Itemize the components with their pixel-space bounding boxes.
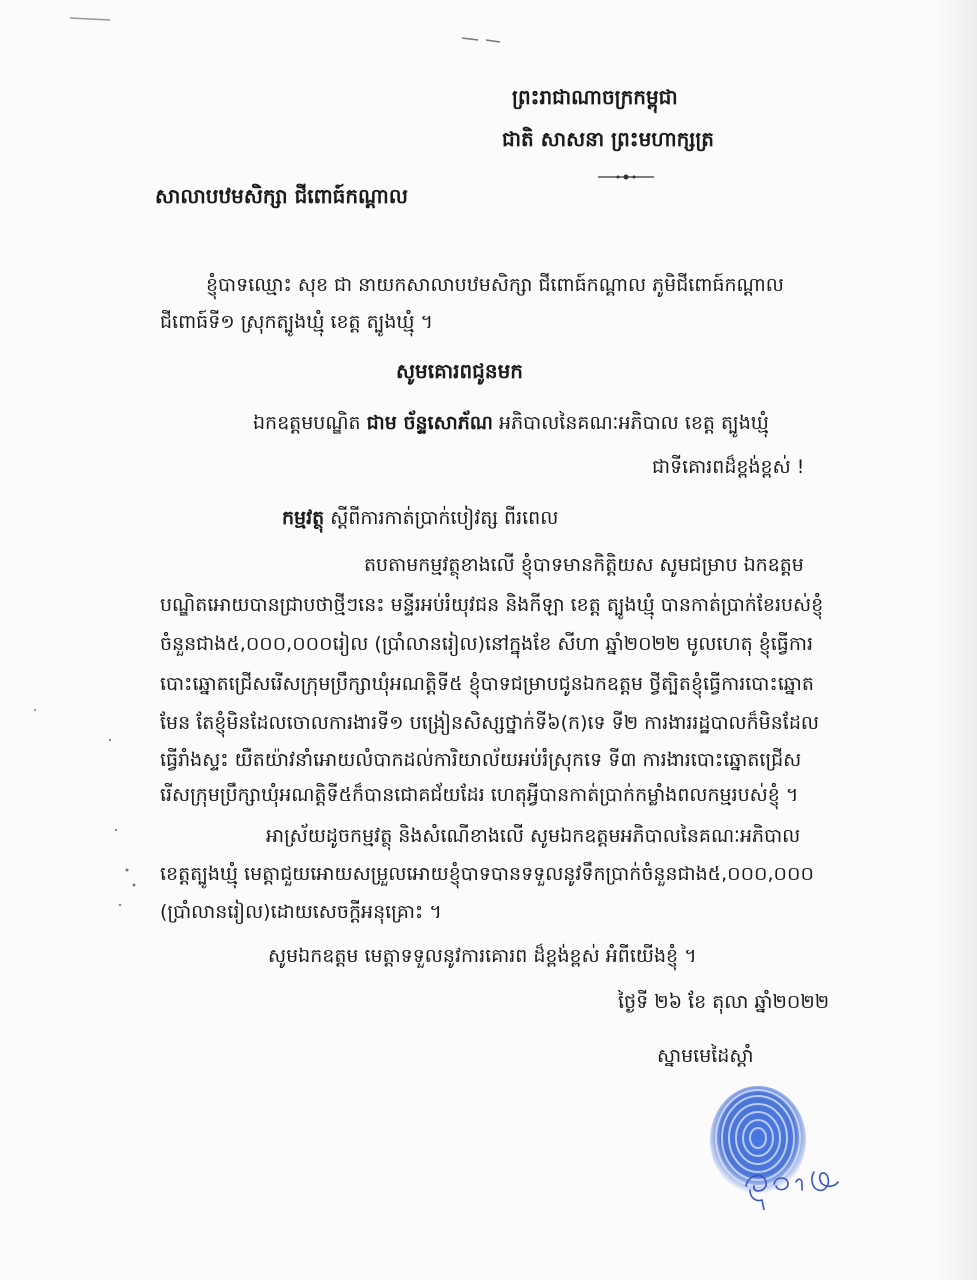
body-line: រើសក្រុមប្រឹក្សាឃុំអណត្តិទី៥ក៏បានជោគជ័យដែរ ហេតុអ្វីបានកាត់ប្រាក់កម្លាំងពលកម្មរបស់ខ្ញុំ ។ xyxy=(160,784,799,806)
speck-dot xyxy=(126,869,129,872)
handwritten-signature xyxy=(738,1160,848,1210)
speck-dot xyxy=(115,829,117,831)
subject-line xyxy=(282,506,558,534)
sender-intro-line-2: ជីពោធ៍ទី១ ស្រុកត្បូងឃ្មុំ ខេត្ត ត្បូងឃ្មុំ ។ xyxy=(160,311,434,333)
subject-label: កម្មវត្ថុ xyxy=(282,507,325,529)
speck-mark xyxy=(462,38,500,42)
addressee-line-2: ជាទីគោរពដ៏ខ្ពង់ខ្ពស់ ! xyxy=(652,456,805,478)
body-line: ចំនួនជាង៥,០០០,០០០រៀល (ប្រាំលានរៀល)នៅក្នុងខែ សីហា ឆ្នាំ២០២២ មូលហេតុ ខ្ញុំធ្វើការ xyxy=(160,633,813,655)
body-line: តបតាមកម្មវត្ថុខាងលើ ខ្ញុំបាទមានកិត្តិយស សូមជម្រាប ឯកឧត្តម xyxy=(364,554,804,576)
body-line: បោះឆ្នោតជ្រើសរើសក្រុមប្រឹក្សាឃុំអណត្តិទី៥ ខ្ញុំបាទជម្រាបជូនឯកឧត្តម ថ្វីត្បិតខ្ញុំធ្វើការបោះឆ្នោត xyxy=(160,673,814,695)
speck-dot xyxy=(133,884,136,887)
subject-text: ស្តីពីការកាត់ប្រាក់បៀវត្ស ពីរពេល xyxy=(324,507,559,529)
sender-intro-line-1: ខ្ញុំបាទឈ្មោះ សុខ ជា នាយកសាលាបឋមសិក្សា ជីពោធ៍កណ្តាល ភូមិជីពោធ៍កណ្តាល xyxy=(206,274,784,296)
request-line: ខេត្តត្បូងឃ្មុំ មេត្តាជួយអោយសម្រួលអោយខ្ញុំបាទបានទទួលនូវទឹកប្រាក់ចំនួនជាង៥,០០០,០០០ xyxy=(160,863,814,885)
respectfully-to: សូមគោរពជូនមក xyxy=(396,359,523,383)
addressee-name: ជាម ច័ន្ទសោភ័ណ xyxy=(366,412,493,434)
thumbprint-label: ស្នាមមេដៃស្តាំ xyxy=(657,1045,754,1067)
body-line: មែន តែខ្ញុំមិនដែលចោលការងារទី១ បង្រៀនសិស្សថ្នាក់ទី៦(ក)ទេ ទី២ ការងាររដ្ឋបាលក៏មិនដែល xyxy=(160,712,819,734)
national-motto: ជាតិ សាសនា ព្រះមហាក្សត្រ xyxy=(502,127,714,151)
request-line: អាស្រ័យដូចកម្មវត្ថុ និងសំណើខាងលើ សូមឯកឧត្តមអភិបាលនៃគណៈអភិបាល xyxy=(266,825,801,847)
letter-date: ថ្ងៃទី ២៦ ខែ តុលា ឆ្នាំ២០២២ xyxy=(618,991,830,1013)
body-line: បណ្ឌិតអោយបានជ្រាបថាថ្មីៗនេះ មន្ទីរអប់រំយុវជន និងកីឡា ខេត្ត ត្បូងឃ្មុំ បានកាត់ប្រាក់ខែរបស់ខ្ញុំ xyxy=(160,594,824,616)
speck-dot xyxy=(34,709,36,711)
body-line: ធ្វើរាំងស្ទះ យឺតយ៉ាវនាំអោយលំបាកដល់ការិយាល័យអប់រំស្រុកទេ ទី៣ ការងារបោះឆ្នោតជ្រើស xyxy=(160,749,802,771)
school-name: សាលាបឋមសិក្សា ជីពោធ៍កណ្តាល xyxy=(155,184,408,208)
speck-dot xyxy=(119,904,121,906)
closing-line: សូមឯកឧត្តម មេត្តាទទួលនូវការគោរព ដ៏ខ្ពង់ខ្ពស់ អំពីយើងខ្ញុំ ។ xyxy=(268,945,697,967)
speck-dot xyxy=(109,739,111,741)
addressee-line-1 xyxy=(253,411,769,439)
speck-mark xyxy=(70,18,110,20)
addressee-suffix: អភិបាលនៃគណៈអភិបាល ខេត្ត ត្បូងឃ្មុំ xyxy=(492,412,769,434)
kingdom-title: ព្រះរាជាណាចក្រកម្ពុជា xyxy=(512,85,678,109)
addressee-prefix: ឯកឧត្តមបណ្ឌិត xyxy=(253,412,367,434)
header-ornament-divider xyxy=(596,172,656,182)
request-line: (ប្រាំលានរៀល)ដោយសេចក្តីអនុគ្រោះ ។ xyxy=(160,901,442,923)
